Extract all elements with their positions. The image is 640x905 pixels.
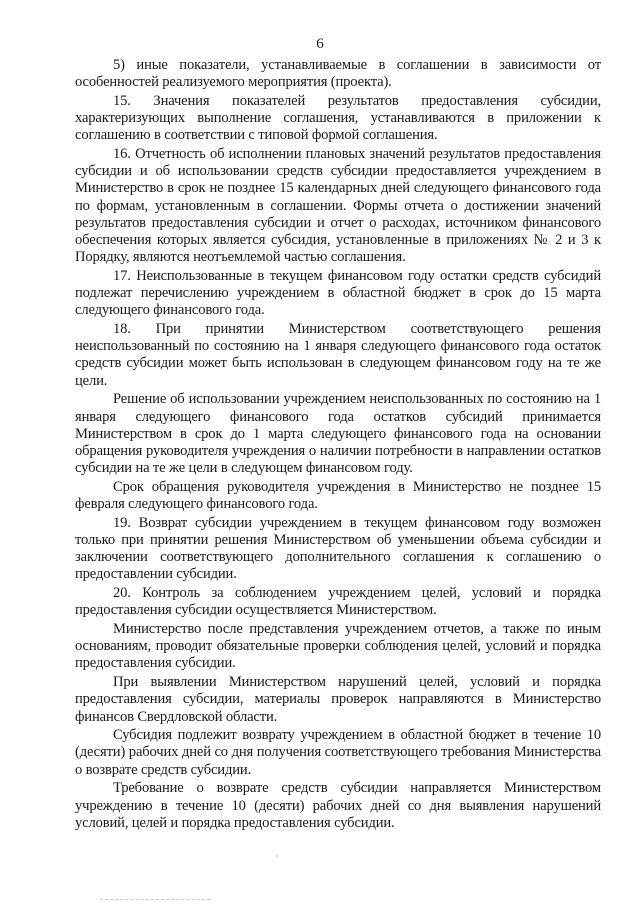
paragraph-clause-16: 16. Отчетность об исполнении плановых значений результатов предоставления субсидии и об использовании средств субсидии предоставляется учреждением в Министерство в срок не позднее 15 календарных дней следующего финансового года по формам, установленным в соглашении. Формы отчета о достижении значений результатов предоставления субсидии и отчет о расходах, источником финансового обеспечения которых является субсидия, установленные в приложениях № 2 и 3 к Порядку, являются неотъемлемой частью соглашения. <box>75 146 601 266</box>
footer-scan-mark <box>100 899 210 902</box>
paragraph-clause-20: 20. Контроль за соблюдением учреждением целей, условий и порядка предоставления субсидии осуществляется Министерством. <box>75 585 601 619</box>
paragraph-remainder-decision: Решение об использовании учреждением неиспользованных по состоянию на 1 января следующего финансового года остатков субсидий принимается Министерством в срок до 1 марта следующего финансового года на основании обращения руководителя учреждения о наличии потребности в направлении остатков субсидии на те же цели в следующем финансовом году. <box>75 391 601 477</box>
paragraph-item-5: 5) иные показатели, устанавливаемые в соглашении в зависимости от особенностей реализуемого мероприятия (проекта). <box>75 57 601 91</box>
document-body <box>75 57 601 832</box>
paragraph-clause-18: 18. При принятии Министерством соответствующего решения неиспользованный по состоянию на 1 января следующего финансового года остаток средств субсидии может быть использован в следующем финансовом году на те же цели. <box>75 321 601 389</box>
paragraph-violations: При выявлении Министерством нарушений целей, условий и порядка предоставления субсидии, материалы проверок направляются в Министерство финансов Свердловской области. <box>75 674 601 725</box>
scan-artifact-dot <box>276 855 278 857</box>
page-number: 6 <box>316 36 324 52</box>
paragraph-clause-17: 17. Неиспользованные в текущем финансовом году остатки средств субсидий подлежат перечислению учреждением в областной бюджет в срок до 15 марта следующего финансового года. <box>75 267 601 319</box>
paragraph-inspections: Министерство после представления учреждением отчетов, а также по иным основаниям, проводит обязательные проверки соблюдения целей, условий и порядка предоставления субсидии. <box>75 621 601 672</box>
paragraph-refund-demand: Требование о возврате средств субсидии направляется Министерством учреждению в течение 10 (десяти) рабочих дней со дня выявления нарушений условий, целей и порядка предоставления субсидии. <box>75 780 601 831</box>
paragraph-refund-obligation: Субсидия подлежит возврату учреждением в областной бюджет в течение 10 (десяти) рабочих дней со дня получения соответствующего требования Министерства о возврате средств субсидии. <box>75 727 601 778</box>
paragraph-clause-15: 15. Значения показателей результатов предоставления субсидии, характеризующих выполнение соглашения, устанавливаются в приложении к соглашению в соответствии с типовой формой соглашения. <box>75 92 601 144</box>
paragraph-clause-19: 19. Возврат субсидии учреждением в текущем финансовом году возможен только при принятии решения Министерством об уменьшении объема субсидии и заключении соответствующего дополнительного соглашения к соглашению о предоставлении субсидии. <box>75 514 601 583</box>
paragraph-request-deadline: Срок обращения руководителя учреждения в Министерство не позднее 15 февраля следующего финансового года. <box>75 478 601 513</box>
